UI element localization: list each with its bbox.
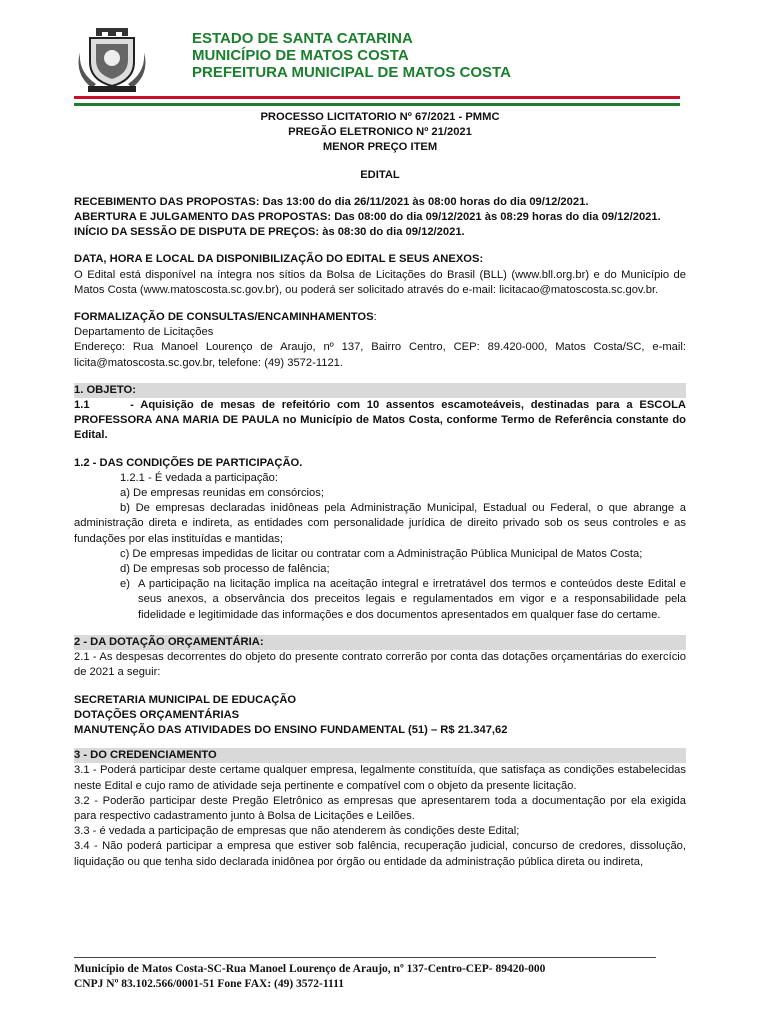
availability-text: O Edital está disponível na íntegra nos sítios da Bolsa de Licitações do Brasil (BLL) (www.bll.org.br) e do Município de Matos Costa (www.matoscosta.sc.gov.br), ou poderá ser solicitado através do e-mail: licitacao@matoscosta.sc.gov.br. — [74, 268, 686, 296]
dotacao-manutencao: MANUTENÇÃO DAS ATIVIDADES DO ENSINO FUNDAMENTAL (51) – R$ 21.347,62 — [74, 723, 508, 736]
participacao-item-b: b) De empresas declaradas inidôneas pela Administração Municipal, Estadual ou Federal, o que abrange a administração direta e indireta, as entidades com personalidade jurídica de direito privado sob os seus controles e as fundações por elas instituídas e mantidas; — [74, 502, 686, 545]
process-number: PROCESSO LICITATORIO Nº 67/2021 - PMMC — [260, 111, 500, 123]
criteria: MENOR PREÇO ITEM — [322, 141, 438, 154]
header-prefecture: PREFEITURA MUNICIPAL DE MATOS COSTA — [192, 64, 511, 81]
header-red-stripe — [74, 96, 680, 99]
participacao-item-d: d) De empresas sob processo de falência; — [120, 563, 330, 576]
availability-heading: DATA, HORA E LOCAL DA DISPONIBILIZAÇÃO DO EDITAL E SEUS ANEXOS: — [74, 253, 484, 266]
section-objeto-heading: 1. OBJETO: — [74, 383, 686, 398]
participacao-intro: 1.2.1 - É vedada a participação: — [120, 471, 278, 484]
coat-of-arms-icon — [76, 22, 148, 94]
dotacao-secretaria: SECRETARIA MUNICIPAL DE EDUCAÇÃO — [74, 693, 297, 706]
section-dotacao-heading: 2 - DA DOTAÇÃO ORÇAMENTÁRIA: — [74, 635, 686, 650]
footer-cnpj: CNPJ Nº 83.102.566/0001-51 Fone FAX: (49) 3572-1111 — [74, 978, 344, 990]
header-white-stripe — [74, 100, 680, 102]
schedule-receipt: RECEBIMENTO DAS PROPOSTAS: Das 13:00 do dia 26/11/2021 às 08:00 horas do dia 09/12/2021. — [74, 195, 589, 208]
municipality-header — [192, 30, 511, 81]
footer-address: Município de Matos Costa-SC-Rua Manoel Lourenço de Araujo, nº 137-Centro-CEP- 89420-000 — [74, 963, 546, 975]
formalization-heading-text: FORMALIZAÇÃO DE CONSULTAS/ENCAMINHAMENTOS — [74, 311, 374, 324]
schedule-dispute: INÍCIO DA SESSÃO DE DISPUTA DE PREÇOS: às 08:30 do dia 09/12/2021. — [74, 226, 465, 239]
credenciamento-3-4: 3.4 - Não poderá participar a empresa que estiver sob falência, recuperação judicial, concurso de credores, dissolução, liquidação ou que tenha sido declarada inidônea por órgão ou entidade da administração pública direta ou indireta, — [74, 840, 686, 868]
formalization-heading — [74, 310, 686, 325]
formalization-colon: : — [373, 311, 377, 324]
header-green-stripe — [74, 103, 680, 106]
schedule-opening: ABERTURA E JULGAMENTO DAS PROPOSTAS: Das 08:00 do dia 09/12/2021 às 08:29 horas do dia 09/12/2021. — [74, 211, 661, 224]
credenciamento-3-1: 3.1 - Poderá participar deste certame qualquer empresa, legalmente constituída, que satisfaça as condições estabelecidas neste Edital e cujo ramo de atividade seja pertinente e compatível com o objeto da presente licitação. — [74, 764, 686, 792]
header-state: ESTADO DE SANTA CATARINA — [192, 30, 413, 47]
header-municipality: MUNICÍPIO DE MATOS COSTA — [192, 47, 409, 64]
objeto-text: 1.1 - Aquisição de mesas de refeitório com 10 assentos escamoteáveis, destinadas para a ESCOLA PROFESSORA ANA MARIA DE PAULA no Município de Matos Costa, conforme Termo de Referência constante do Edital. — [74, 399, 690, 442]
formalization-address: Endereço: Rua Manoel Lourenço de Araujo, nº 137, Bairro Centro, CEP: 89.420-000, Matos Costa/SC, e-mail: licita@matoscosta.sc.gov.br, telefone: (49) 3572-1121. — [74, 341, 686, 369]
credenciamento-3-3: 3.3 - é vedada a participação de empresas que não atenderem às condições deste Edital; — [74, 825, 520, 838]
footer-divider — [74, 957, 656, 958]
formalization-dept: Departamento de Licitações — [74, 326, 214, 339]
page-footer — [74, 957, 686, 992]
document-body — [74, 110, 690, 870]
item-e-text: A participação na licitação implica na aceitação integral e irretratável dos termos e conteúdos deste Edital e seus anexos, a observância dos preceitos legais e regulamentados em vigor e a responsabilidade pela fidelidade e legitimidade das informações e dos documentos apresentados em qualquer fase do certame. — [138, 578, 686, 621]
pregao-number: PREGÃO ELETRONICO Nº 21/2021 — [288, 126, 472, 139]
dotacao-label: DOTAÇÕES ORÇAMENTÁRIAS — [74, 708, 240, 721]
credenciamento-3-2: 3.2 - Poderão participar deste Pregão Eletrônico as empresas que apresentarem toda a documentação por ela exigida para respectivo cadastramento junto à Bolsa de Licitações e Leilões. — [74, 794, 686, 822]
item-e-label: e) — [120, 578, 130, 591]
section-credenciamento-heading: 3 - DO CREDENCIAMENTO — [74, 748, 686, 763]
participacao-item-e — [74, 577, 686, 623]
dotacao-text: 2.1 - As despesas decorrentes do objeto do presente contrato correrão por conta das dotações orçamentárias do exercício de 2021 a seguir: — [74, 651, 686, 679]
participacao-item-c: c) De empresas impedidas de licitar ou contratar com a Administração Pública Municipal de Matos Costa; — [120, 547, 643, 560]
edital-title: EDITAL — [360, 168, 400, 181]
participacao-item-a: a) De empresas reunidas em consórcios; — [120, 487, 324, 500]
participacao-heading: 1.2 - DAS CONDIÇÕES DE PARTICIPAÇÃO. — [74, 456, 303, 469]
